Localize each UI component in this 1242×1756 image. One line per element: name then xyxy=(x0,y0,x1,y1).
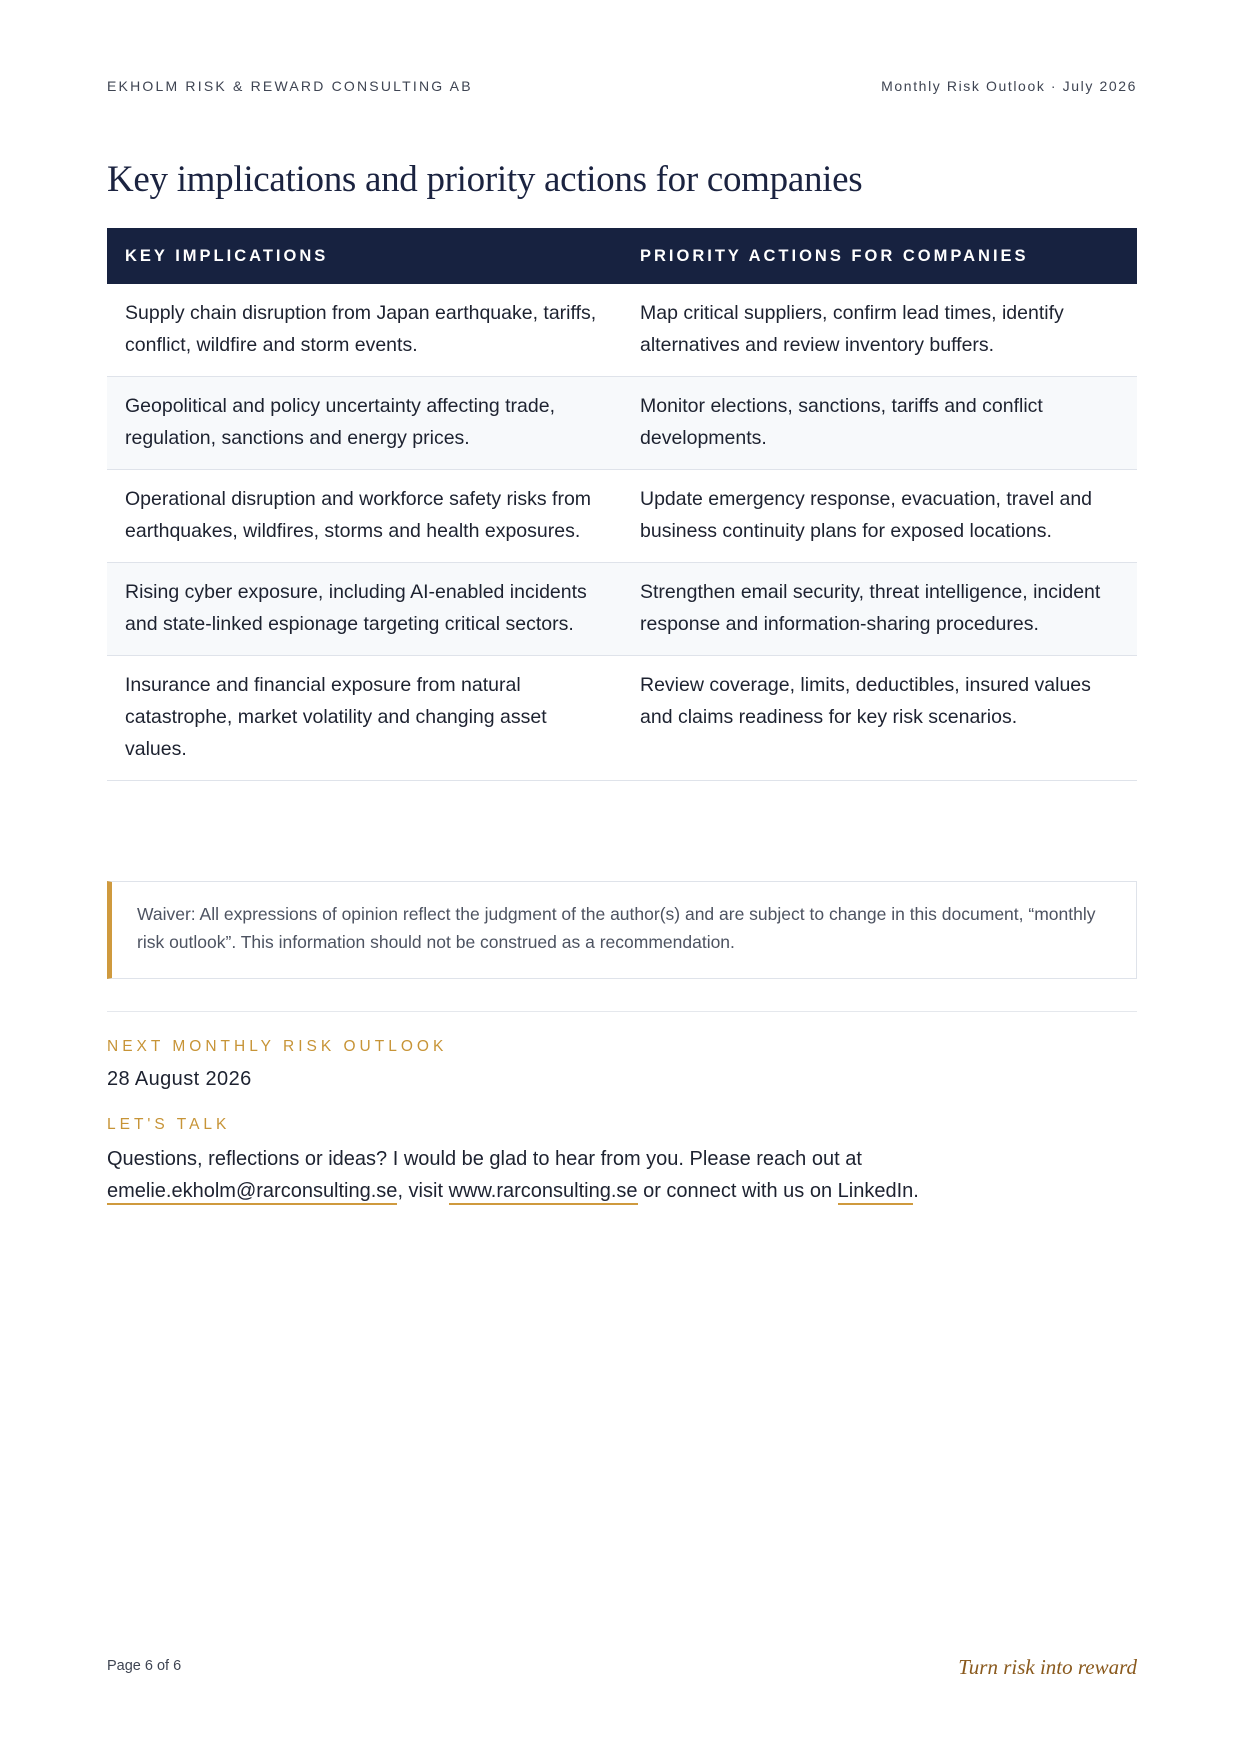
implication-cell: Rising cyber exposure, including AI-enabled incidents and state-linked espionage targeting critical sectors. xyxy=(107,563,622,656)
lets-talk-label: LET'S TALK xyxy=(107,1116,231,1133)
company-name: EKHOLM RISK & REWARD CONSULTING AB xyxy=(107,78,473,94)
action-cell: Monitor elections, sanctions, tariffs and conflict developments. xyxy=(622,377,1137,470)
implication-cell: Operational disruption and workforce safety risks from earthquakes, wildfires, storms and health exposures. xyxy=(107,470,622,563)
website-link[interactable]: www.rarconsulting.se xyxy=(449,1180,638,1205)
waiver-callout xyxy=(107,881,1137,979)
implication-cell: Supply chain disruption from Japan earthquake, tariffs, conflict, wildfire and storm events. xyxy=(107,284,622,377)
footer-tagline: Turn risk into reward xyxy=(958,1655,1137,1679)
contact-intro: Questions, reflections or ideas? I would be glad to hear from you. Please reach out at xyxy=(107,1148,862,1170)
table-row xyxy=(107,563,1137,656)
implications-table xyxy=(107,228,1137,781)
implication-cell: Geopolitical and policy uncertainty affecting trade, regulation, sanctions and energy prices. xyxy=(107,377,622,470)
page-number: Page 6 of 6 xyxy=(107,1658,182,1674)
section-divider xyxy=(107,1011,1137,1012)
next-outlook-label: NEXT MONTHLY RISK OUTLOOK xyxy=(107,1038,448,1055)
email-link[interactable]: emelie.ekholm@rarconsulting.se xyxy=(107,1180,397,1205)
table-row xyxy=(107,377,1137,470)
page xyxy=(107,0,1137,1756)
table-row xyxy=(107,470,1137,563)
action-cell: Review coverage, limits, deductibles, insured values and claims readiness for key risk scenarios. xyxy=(622,656,1137,781)
waiver-text: Waiver: All expressions of opinion reflect the judgment of the author(s) and are subject to change in this document, “monthly risk outlook”. This information should not be construed as a recommendation. xyxy=(137,904,1096,952)
contact-sep-connect: or connect with us on xyxy=(643,1180,833,1202)
contact-end: . xyxy=(913,1180,919,1202)
action-cell: Update emergency response, evacuation, travel and business continuity plans for exposed locations. xyxy=(622,470,1137,563)
implication-cell: Insurance and financial exposure from natural catastrophe, market volatility and changing asset values. xyxy=(107,656,622,781)
column-header-implications: KEY IMPLICATIONS xyxy=(107,228,622,284)
table-row xyxy=(107,284,1137,377)
linkedin-link[interactable]: LinkedIn xyxy=(838,1180,914,1205)
contact-paragraph xyxy=(107,1143,1137,1207)
table-header-row xyxy=(107,228,1137,284)
column-header-actions: PRIORITY ACTIONS FOR COMPANIES xyxy=(622,228,1137,284)
next-outlook-date: 28 August 2026 xyxy=(107,1068,252,1090)
contact-sep-visit: , visit xyxy=(397,1180,443,1202)
table-row xyxy=(107,656,1137,781)
page-title: Key implications and priority actions for companies xyxy=(107,159,863,200)
publication-info: Monthly Risk Outlook · July 2026 xyxy=(881,78,1137,94)
action-cell: Map critical suppliers, confirm lead times, identify alternatives and review inventory buffers. xyxy=(622,284,1137,377)
running-header xyxy=(107,78,1137,94)
action-cell: Strengthen email security, threat intelligence, incident response and information-sharing procedures. xyxy=(622,563,1137,656)
